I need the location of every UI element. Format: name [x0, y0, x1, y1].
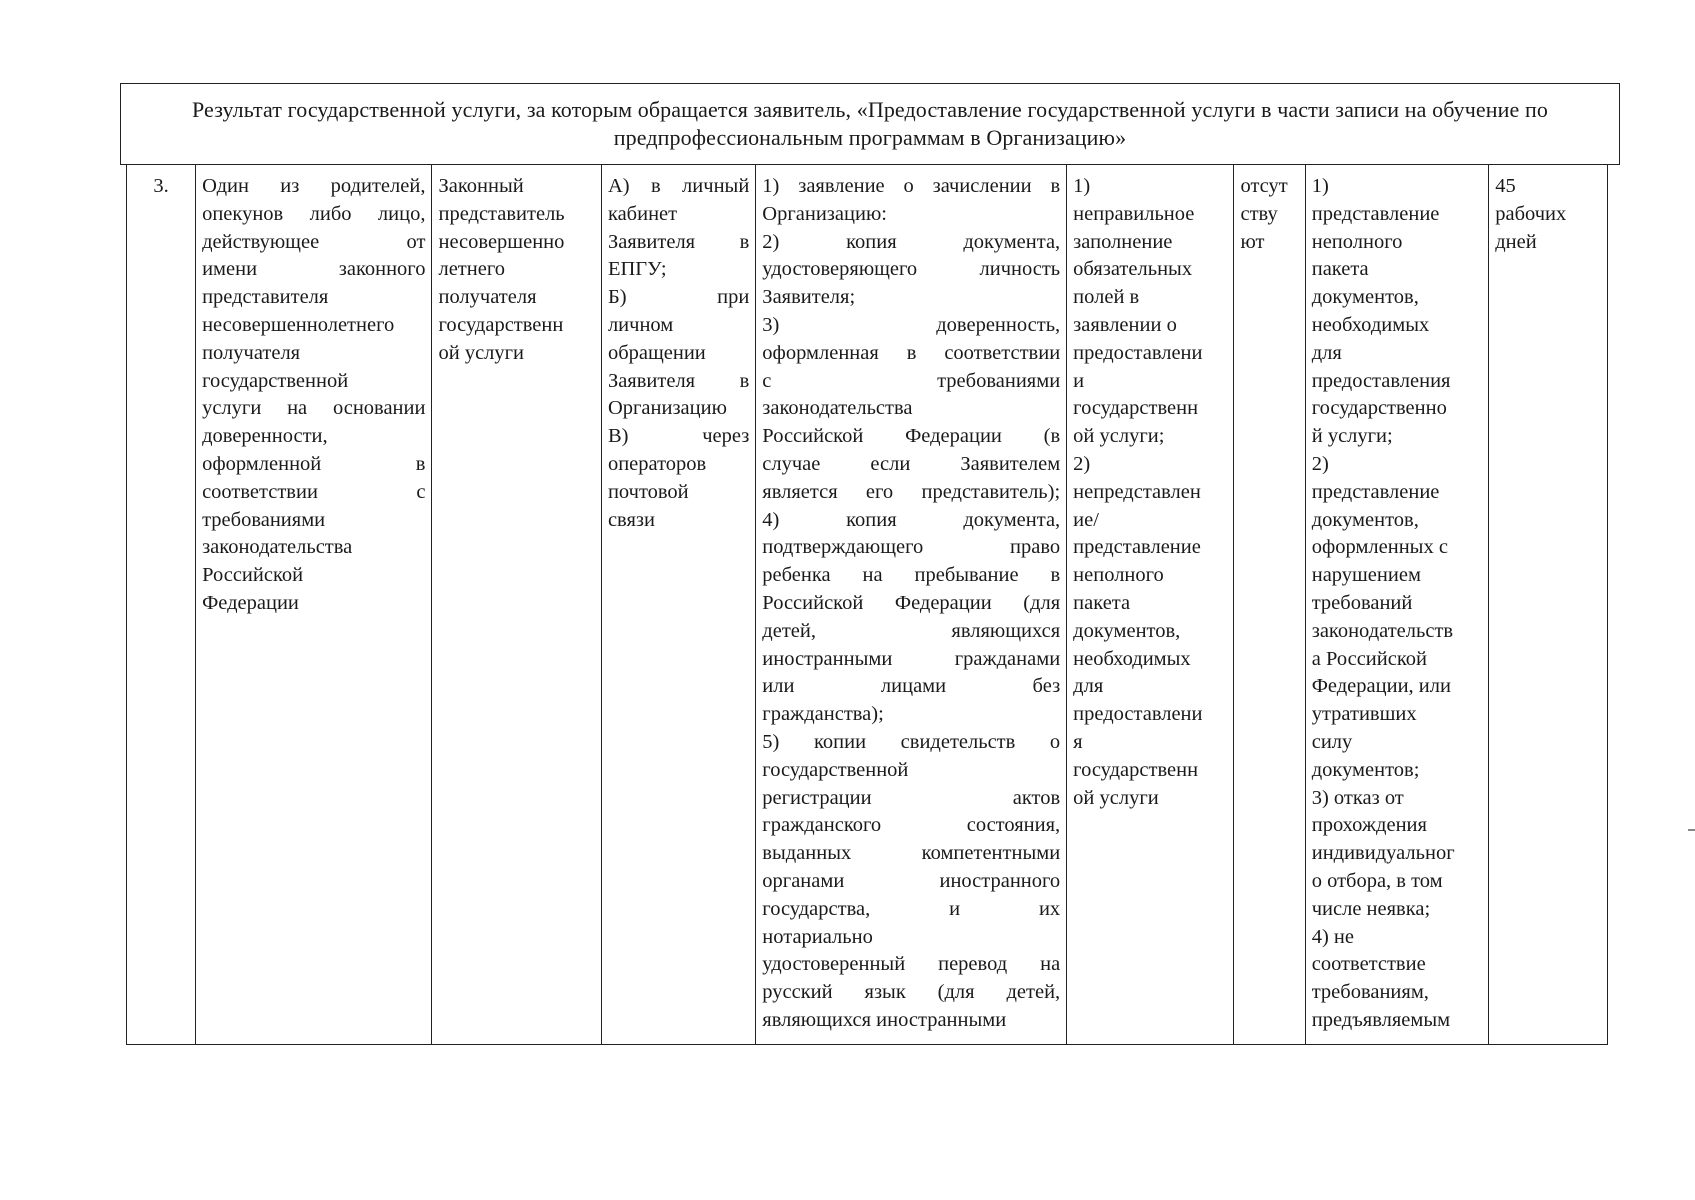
text-line: случае если Заявителем	[762, 452, 1061, 475]
text-line: 2) копия документа,	[762, 230, 1061, 253]
text-line: 1)	[1073, 175, 1091, 197]
text-line: или лицами без	[762, 675, 1061, 698]
text-line: несовершеннолетнего	[202, 313, 395, 336]
text-line: государственн	[1073, 758, 1199, 781]
text-line: В) через	[607, 425, 750, 448]
text-line: 2)	[1311, 452, 1329, 475]
text-line: иностранными гражданами	[762, 647, 1061, 670]
documents-lines	[762, 173, 1060, 1035]
margin-mark	[1688, 829, 1695, 831]
text-line: утративших	[1311, 703, 1417, 726]
text-line: соответствии с	[202, 480, 426, 503]
text-line: законодательства	[762, 397, 913, 420]
text-line: представление	[1311, 202, 1440, 225]
text-line: является его представитель);	[762, 480, 1061, 503]
text-line: несовершенно	[438, 230, 565, 253]
text-line: предоставлени	[1073, 703, 1203, 726]
text-line: законодательства	[202, 536, 353, 559]
text-line: выданных компетентными	[762, 842, 1061, 865]
text-line: для	[1311, 341, 1342, 364]
text-line: ие/	[1073, 508, 1099, 531]
text-line: Российской	[202, 564, 304, 587]
text-line: с требованиями	[762, 369, 1061, 392]
representative-cell	[432, 165, 601, 1045]
text-line: 45	[1495, 175, 1516, 197]
text-line: я	[1073, 730, 1083, 753]
text-line: прохождения	[1311, 814, 1427, 837]
text-line: почтовой	[607, 480, 689, 503]
services-table	[126, 164, 1608, 1045]
text-line: заполнение	[1073, 230, 1173, 253]
text-line: пакета	[1073, 591, 1131, 614]
text-line: Заявителя в	[607, 369, 750, 392]
suspension-cell	[1234, 165, 1305, 1045]
text-line: Российской Федерации (в	[762, 425, 1061, 448]
text-line: Один из родителей,	[202, 175, 426, 197]
text-line: удостоверенный перевод на	[762, 953, 1061, 976]
text-line: Федерации, или	[1311, 675, 1451, 698]
text-line: неполного	[1311, 230, 1403, 253]
text-line: индивидуальног	[1311, 842, 1455, 865]
text-line: 2)	[1073, 452, 1091, 475]
text-line: и	[1073, 369, 1085, 392]
text-line: ют	[1240, 230, 1265, 253]
text-line: отсут	[1240, 175, 1288, 197]
text-line: государственной	[762, 758, 909, 781]
text-line: государственн	[1073, 397, 1199, 420]
text-line: 4) копия документа,	[762, 508, 1061, 531]
text-line: заявлении о	[1073, 313, 1177, 336]
text-line: й услуги;	[1311, 425, 1393, 448]
text-line: государства, и их	[762, 897, 1061, 920]
text-line: требованиями	[202, 508, 326, 531]
text-line: 3) доверенность,	[762, 313, 1061, 336]
text-line: Заявителя;	[762, 286, 856, 309]
text-line: получателя	[438, 286, 537, 309]
text-line: предоставлени	[1073, 341, 1203, 364]
text-line: Организацию	[607, 397, 727, 420]
text-line: государственной	[202, 369, 349, 392]
text-line: нарушением	[1311, 564, 1421, 587]
submission-method-cell	[601, 165, 755, 1045]
text-line: 4) не	[1311, 925, 1354, 948]
text-line: гражданского состояния,	[762, 814, 1061, 837]
row-number: 3.	[127, 165, 196, 1045]
text-line: обязательных	[1073, 258, 1193, 281]
text-line: Законный	[438, 175, 524, 197]
term-lines	[1495, 173, 1601, 256]
applicant-lines	[202, 173, 425, 618]
text-line: гражданства);	[762, 703, 884, 726]
text-line: дней	[1495, 230, 1537, 253]
representative-lines	[438, 173, 594, 368]
text-line: детей, являющихся	[762, 619, 1061, 642]
text-line: неправильное	[1073, 202, 1195, 225]
text-line: полей в	[1073, 286, 1140, 309]
text-line: А) в личный	[607, 175, 750, 197]
text-line: 5) копии свидетельств о	[762, 730, 1061, 753]
text-line: документов,	[1311, 508, 1419, 531]
text-line: связи	[607, 508, 655, 531]
text-line: Организацию:	[762, 202, 887, 225]
text-line: для	[1073, 675, 1104, 698]
text-line: документов,	[1311, 286, 1419, 309]
text-line: законодательств	[1311, 619, 1454, 642]
table-header-caption	[120, 83, 1620, 165]
text-line: требованиям,	[1311, 981, 1429, 1004]
text-line: кабинет	[607, 202, 678, 225]
text-line: представитель	[438, 202, 565, 225]
text-line: ой услуги	[438, 341, 525, 364]
text-line: личном	[607, 313, 674, 336]
refusal-service-lines	[1312, 173, 1483, 1035]
text-line: документов;	[1311, 758, 1420, 781]
header-text: Результат государственной услуги, за которым обращается заявитель, «Предоставление государственной услуги в части записи на обучение по предпрофессиональным программам в Организацию»	[192, 97, 1548, 150]
text-line: а Российской	[1311, 647, 1427, 670]
text-line: ЕПГУ;	[607, 258, 667, 281]
text-line: оформленной в	[202, 452, 426, 475]
text-line: предъявляемым	[1311, 1008, 1451, 1031]
text-line: государственно	[1311, 397, 1447, 420]
text-line: о отбора, в том	[1311, 869, 1443, 892]
refusal-service-cell	[1305, 165, 1489, 1045]
text-line: русский язык (для детей,	[762, 981, 1061, 1004]
text-line: доверенности,	[202, 425, 328, 448]
table-row	[127, 165, 1608, 1045]
text-line: ству	[1240, 202, 1278, 225]
submission-lines	[608, 173, 749, 534]
text-line: регистрации актов	[762, 786, 1061, 809]
text-line: являющихся иностранными	[762, 1008, 1007, 1031]
text-line: ой услуги	[1073, 786, 1159, 809]
text-line: силу	[1311, 730, 1353, 753]
text-line: обращении	[607, 341, 706, 364]
text-line: пакета	[1311, 258, 1369, 281]
refusal-reception-lines	[1073, 173, 1227, 812]
text-line: Российской Федерации (для	[762, 591, 1061, 614]
text-line: удостоверяющего личность	[762, 258, 1061, 281]
text-line: подтверждающего право	[762, 536, 1061, 559]
text-line: оформленных с	[1311, 536, 1448, 559]
text-line: соответствие	[1311, 953, 1426, 976]
text-line: операторов	[607, 452, 707, 475]
text-line: необходимых	[1311, 313, 1430, 336]
text-line: требований	[1311, 591, 1413, 614]
term-cell	[1489, 165, 1608, 1045]
text-line: предоставления	[1311, 369, 1451, 392]
text-line: Заявителя в	[607, 230, 750, 253]
text-line: ребенка на пребывание в	[762, 564, 1061, 587]
text-line: Федерации	[202, 591, 299, 614]
text-line: имени законного	[202, 258, 426, 281]
refusal-reception-cell	[1067, 165, 1234, 1045]
text-line: представителя	[202, 286, 329, 309]
text-line: непредставлен	[1073, 480, 1201, 503]
applicant-cell	[196, 165, 432, 1045]
text-line: Б) при	[607, 286, 750, 309]
text-line: рабочих	[1495, 202, 1567, 225]
text-line: опекунов либо лицо,	[202, 202, 426, 225]
text-line: ой услуги;	[1073, 425, 1165, 448]
text-line: неполного	[1073, 564, 1164, 587]
text-line: получателя	[202, 341, 301, 364]
documents-cell	[756, 165, 1067, 1045]
text-line: 1)	[1311, 175, 1329, 197]
text-line: действующее от	[202, 230, 426, 253]
text-line: документов,	[1073, 619, 1181, 642]
text-line: 1) заявление о зачислении в	[762, 175, 1061, 197]
text-line: необходимых	[1073, 647, 1191, 670]
text-line: 3) отказ от	[1311, 786, 1404, 809]
text-line: органами иностранного	[762, 869, 1061, 892]
text-line: оформленная в соответствии	[762, 341, 1061, 364]
text-line: летнего	[438, 258, 505, 281]
text-line: услуги на основании	[202, 397, 426, 420]
text-line: нотариально	[762, 925, 873, 948]
text-line: государственн	[438, 313, 564, 336]
text-line: числе неявка;	[1311, 897, 1431, 920]
text-line: представление	[1311, 480, 1440, 503]
suspension-lines	[1240, 173, 1298, 256]
text-line: представление	[1073, 536, 1201, 559]
